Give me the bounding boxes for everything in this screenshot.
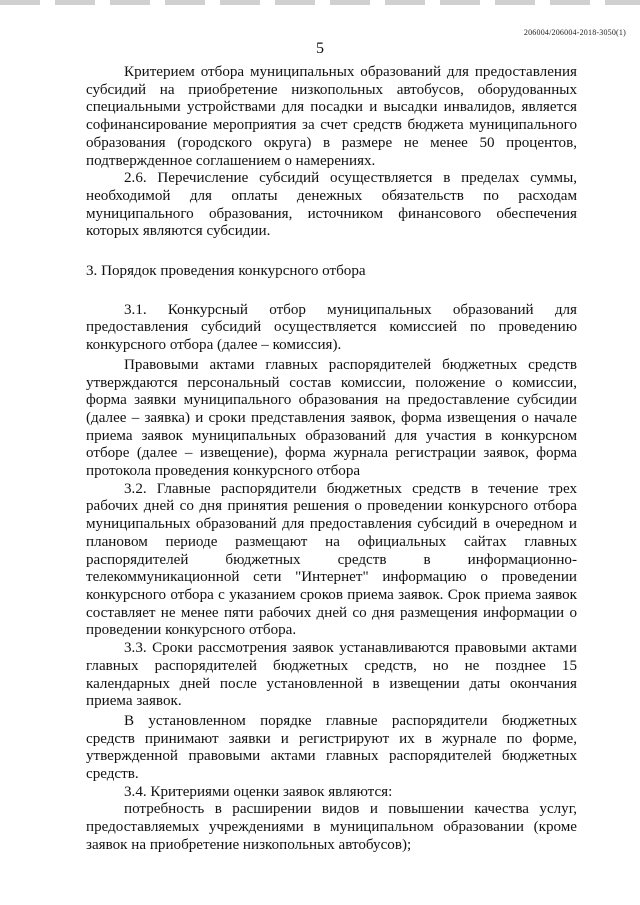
document-body	[86, 64, 577, 855]
page-number: 5	[316, 40, 324, 57]
paragraph-3-2: 3.2. Главные распорядители бюджетных средств в течение трех рабочих дней со дня принятия решения о проведении конкурсного отбора муниципальных образований для предоставления субсидий в очередном и плановом периоде размещают на официальных сайтах главных распорядителей бюджетных средств в информационно-телекоммуникационной сети "Интернет" информацию о проведении конкурсного отбора с указанием сроков приема заявок. Срок приема заявок составляет не менее пяти рабочих дней со дня размещения информации о проведении конкурсного отбора.	[86, 480, 577, 639]
paragraph-criterion-need: потребность в расширении видов и повышении качества услуг, предоставляемых учреждениями в муниципальном образовании (кроме заявок на приобретение низкопольных автобусов);	[86, 801, 577, 853]
paragraph-2-6: 2.6. Перечисление субсидий осуществляется в пределах суммы, необходимой для оплаты денежных обязательств по расходам муниципального образования, источником финансового обеспечения которых являются субсидии.	[86, 170, 577, 240]
scan-top-edge	[0, 0, 640, 5]
paragraph-legal-acts: Правовыми актами главных распорядителей бюджетных средств утверждаются персональный состав комиссии, положение о комиссии, форма заявки муниципального образования на предоставление субсидии (далее – заявка) и сроки представления заявок, форма извещения о начале приема заявок муниципальных образований для участия в конкурсном отборе (далее – извещение), форма журнала регистрации заявок, форма протокола проведения конкурсного отбора	[86, 356, 577, 480]
paragraph-3-1: 3.1. Конкурсный отбор муниципальных образований для предоставления субсидий осуществляется комиссией по проведению конкурсного отбора (далее – комиссия).	[86, 301, 577, 354]
paragraph-criterion: Критерием отбора муниципальных образований для предоставления субсидий на приобретение низкопольных автобусов, оборудованных специальными устройствами для посадки и высадки инвалидов, является софинансирование мероприятия за счет средств бюджета муниципального образования (городского округа) в размере не менее 50 процентов, подтвержденное соглашением о намерениях.	[86, 64, 577, 169]
paragraph-3-4: 3.4. Критериями оценки заявок являются:	[124, 783, 393, 800]
paragraph-3-3: 3.3. Сроки рассмотрения заявок устанавливаются правовыми актами главных распорядителей бюджетных средств, но не позднее 15 календарных дней после установленной в извещении даты окончания приема заявок.	[86, 640, 577, 710]
paragraph-registration: В установленном порядке главные распорядители бюджетных средств принимают заявки и регистрируют их в журнале по форме, утвержденной правовыми актами главных распорядителей бюджетных средств.	[86, 712, 577, 783]
document-id: 206004/206004-2018-3050(1)	[523, 28, 626, 37]
section-heading: 3. Порядок проведения конкурсного отбора	[86, 263, 366, 280]
